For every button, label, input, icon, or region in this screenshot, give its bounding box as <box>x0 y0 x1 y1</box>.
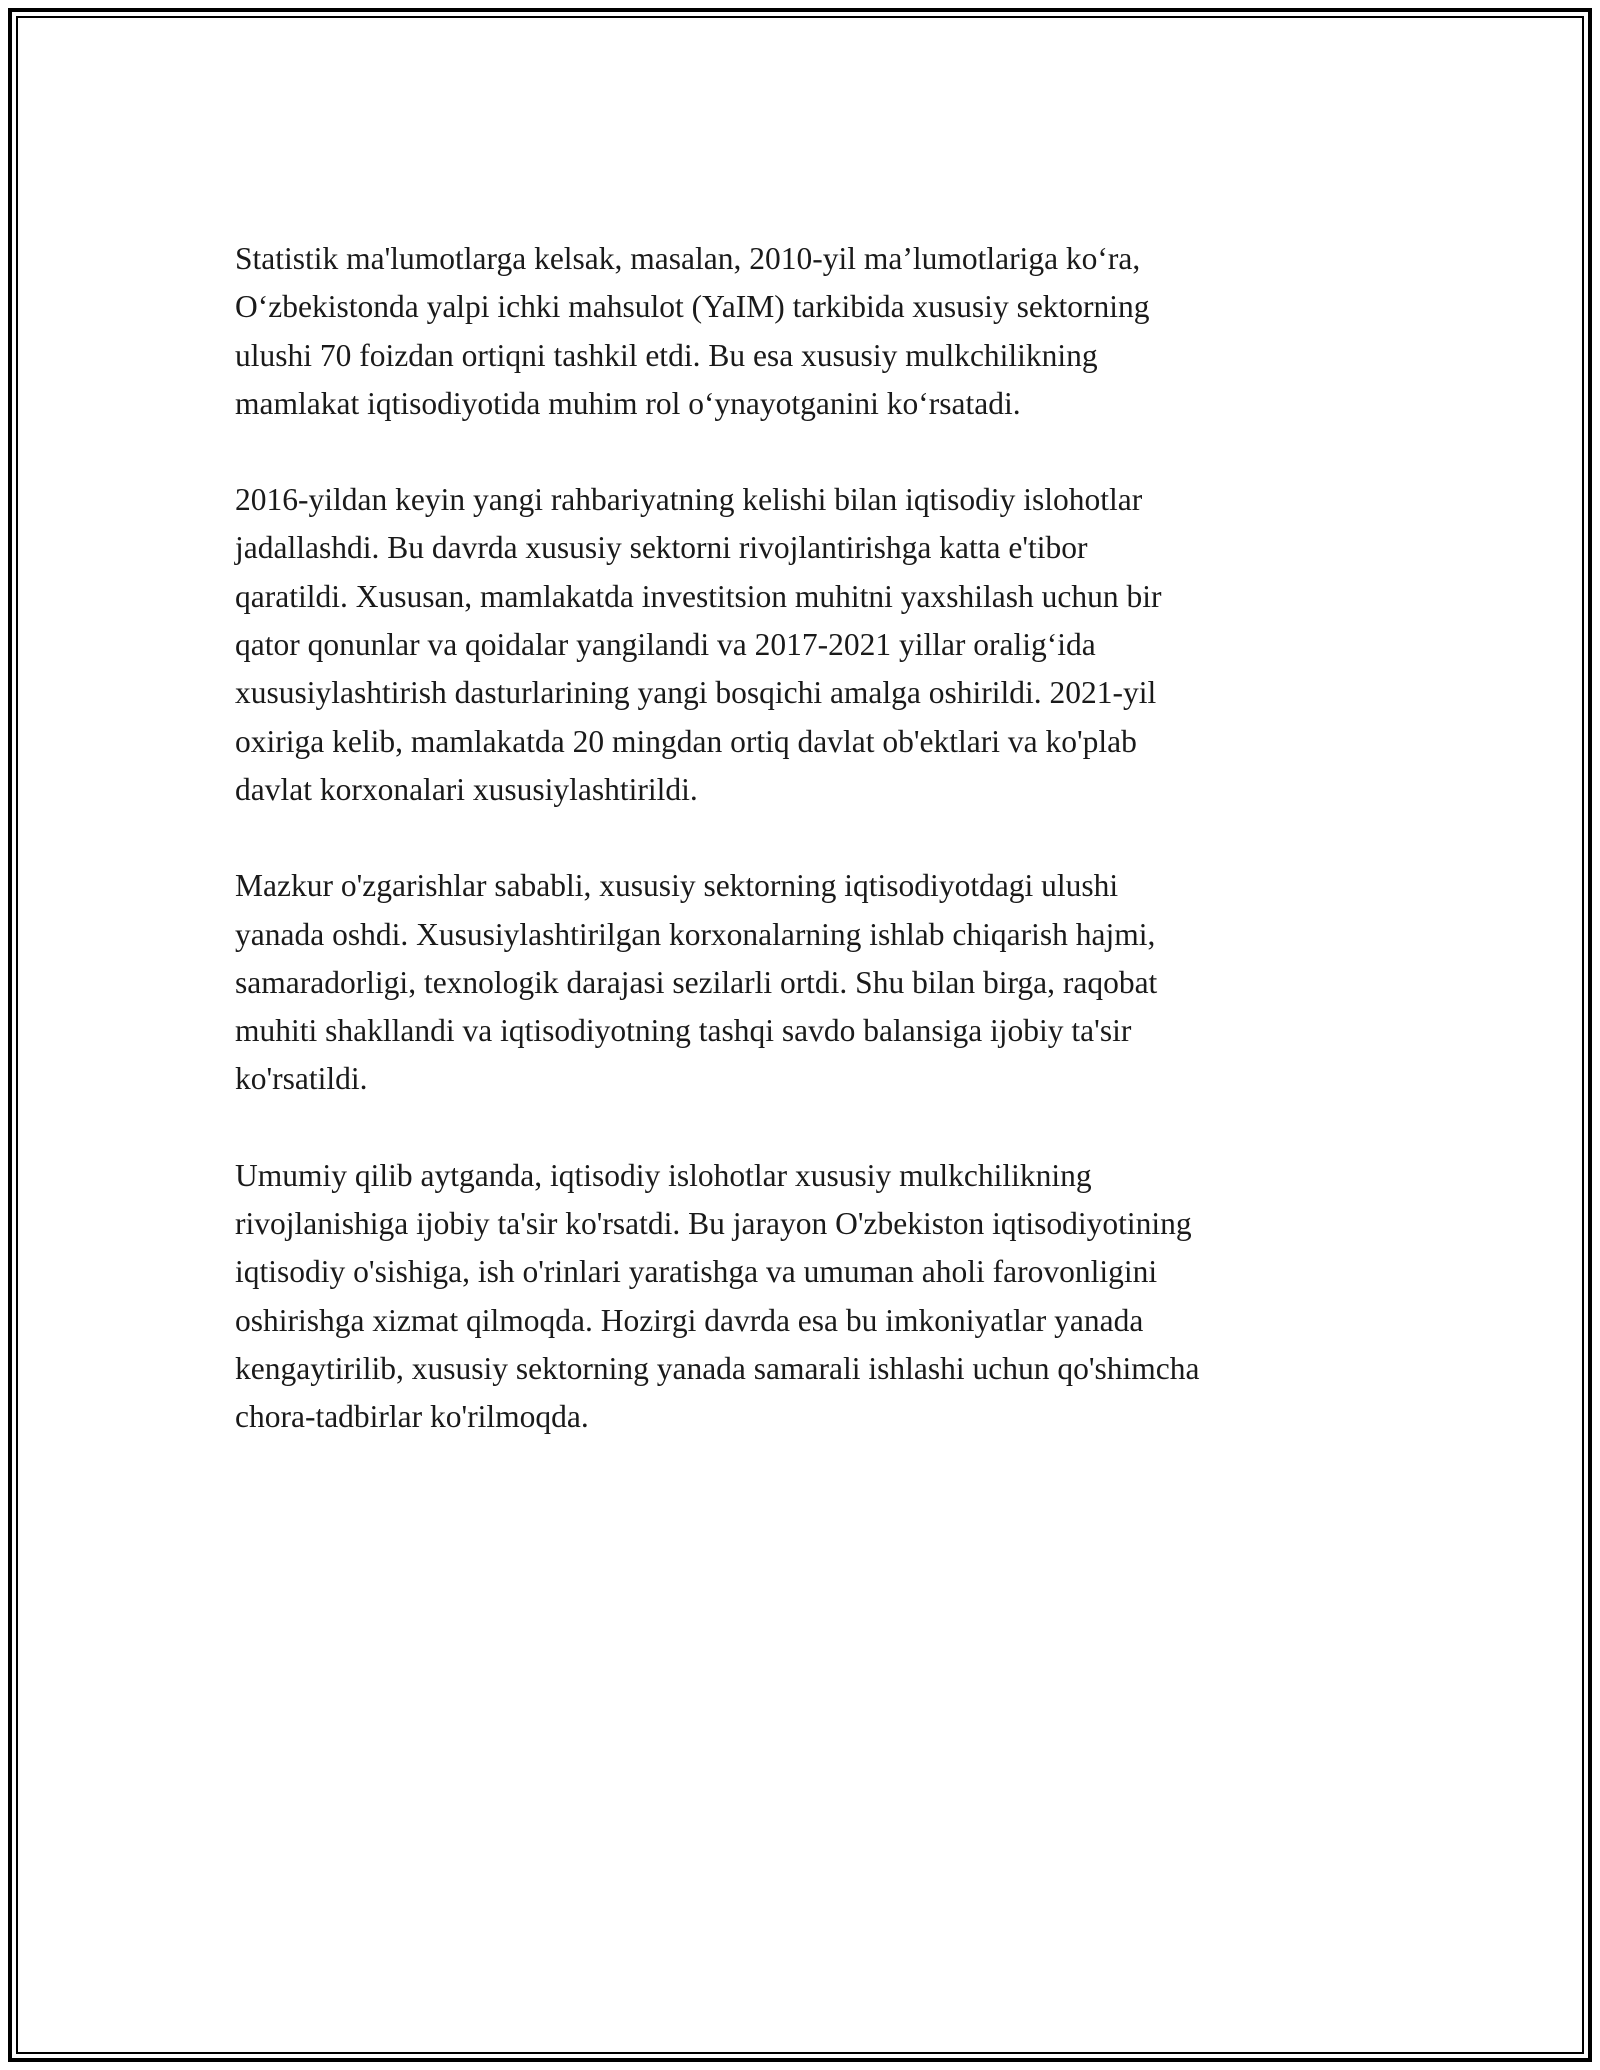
paragraph-line: muhiti shakllandi va iqtisodiyotning tashqi savdo balansiga ijobiy ta'sir <box>235 1013 1132 1049</box>
paragraph-line: qaratildi. Xususan, mamlakatda investitsion muhitni yaxshilash uchun bir <box>235 578 1162 614</box>
document-body <box>235 235 1375 1442</box>
paragraph-line: oxiriga kelib, mamlakatda 20 mingdan ortiq davlat ob'ektlari va ko'plab <box>235 723 1137 759</box>
paragraph-line: kengaytirilib, xususiy sektorning yanada samarali ishlashi uchun qo'shimcha <box>235 1350 1200 1386</box>
paragraph-line: 2016-yildan keyin yangi rahbariyatning kelishi bilan iqtisodiy islohotlar <box>235 482 1143 518</box>
paragraph-line: ulushi 70 foizdan ortiqni tashkil etdi. Bu esa xususiy mulkchilikning <box>235 337 1098 373</box>
paragraph-3 <box>235 862 1375 1103</box>
paragraph-line: xususiylashtirish dasturlarining yangi bosqichi amalga oshirildi. 2021-yil <box>235 675 1157 711</box>
paragraph-line: Umumiy qilib aytganda, iqtisodiy islohotlar xususiy mulkchilikning <box>235 1157 1092 1193</box>
paragraph-line: Mazkur o'zgarishlar sababli, xususiy sektorning iqtisodiyotdagi ulushi <box>235 868 1119 904</box>
paragraph-line: O‘zbekistonda yalpi ichki mahsulot (YaIM) tarkibida xususiy sektorning <box>235 289 1150 325</box>
paragraph-line: yanada oshdi. Xususiylashtirilgan korxonalarning ishlab chiqarish hajmi, <box>235 916 1156 952</box>
paragraph-line: jadallashdi. Bu davrda xususiy sektorni rivojlantirishga katta e'tibor <box>235 530 1088 566</box>
paragraph-4 <box>235 1152 1375 1442</box>
paragraph-line: Statistik ma'lumotlarga kelsak, masalan, 2010-yil ma’lumotlariga ko‘ra, <box>235 241 1141 276</box>
paragraph-2 <box>235 476 1375 814</box>
paragraph-line: mamlakat iqtisodiyotida muhim rol o‘ynayotganini ko‘rsatadi. <box>235 385 1021 421</box>
paragraph-line: davlat korxonalari xususiylashtirildi. <box>235 771 698 807</box>
paragraph-line: iqtisodiy o'sishiga, ish o'rinlari yaratishga va umuman aholi farovonligini <box>235 1254 1158 1290</box>
paragraph-line: chora-tadbirlar ko'rilmoqda. <box>235 1399 589 1435</box>
paragraph-line: samaradorligi, texnologik darajasi sezilarli ortdi. Shu bilan birga, raqobat <box>235 964 1158 1000</box>
paragraph-line: rivojlanishiga ijobiy ta'sir ko'rsatdi. Bu jarayon O'zbekiston iqtisodiyotining <box>235 1206 1192 1242</box>
paragraph-1 <box>235 235 1375 428</box>
paragraph-line: ko'rsatildi. <box>235 1061 368 1097</box>
paragraph-line: qator qonunlar va qoidalar yangilandi va 2017-2021 yillar oralig‘ida <box>235 627 1096 663</box>
paragraph-line: oshirishga xizmat qilmoqda. Hozirgi davrda esa bu imkoniyatlar yanada <box>235 1302 1144 1338</box>
